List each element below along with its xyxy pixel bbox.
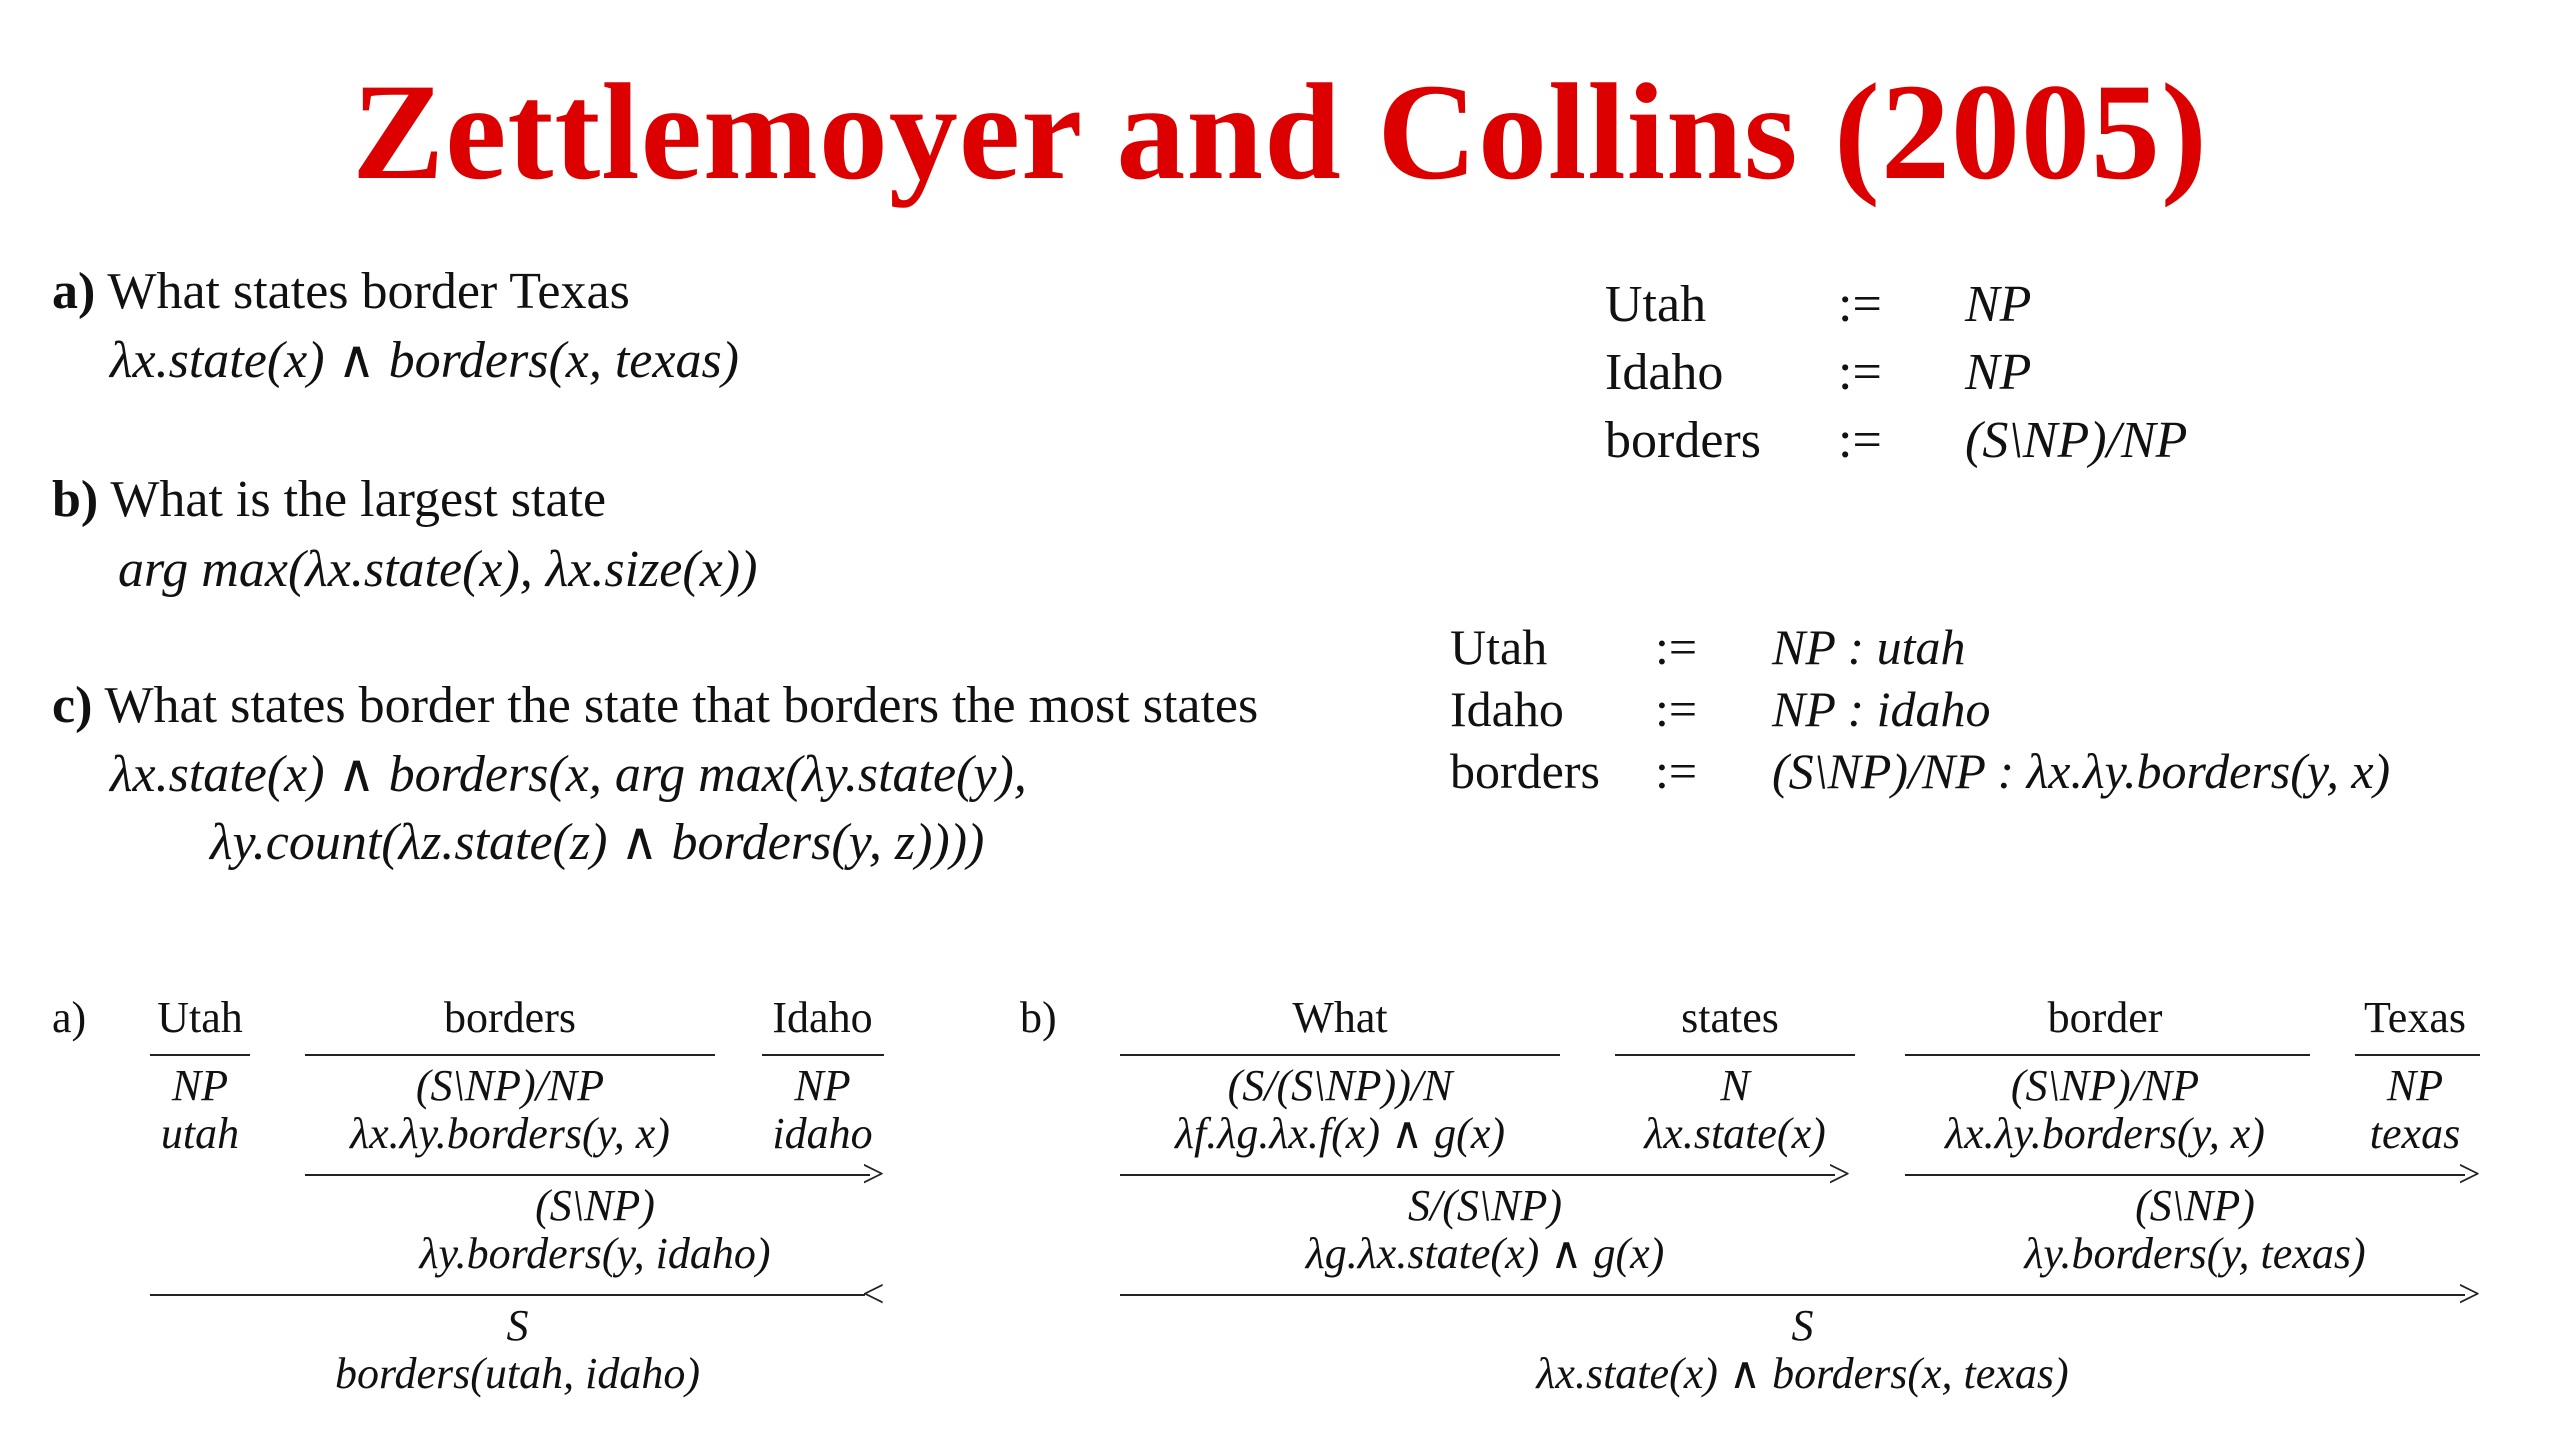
- lexicon-word: borders: [1450, 743, 1600, 799]
- forward-application-arrow: >: [1828, 1151, 1851, 1196]
- page-title: Zettlemoyer and Collins (2005): [352, 55, 2208, 208]
- category: S: [506, 1301, 529, 1350]
- word: border: [2047, 993, 2163, 1042]
- lexicon-category: NP : utah: [1772, 619, 1966, 675]
- lexicon-category: NP: [1965, 276, 2032, 333]
- semantics: λy.borders(y, texas): [2024, 1229, 2366, 1278]
- category: NP: [2386, 1061, 2444, 1110]
- category: S/(S\NP): [1408, 1181, 1562, 1230]
- lexicon-op: :=: [1838, 344, 1882, 401]
- lexicon-op: :=: [1838, 412, 1882, 469]
- lexical-rule: [762, 1054, 884, 1056]
- semantics: λx.λy.borders(y, x): [1945, 1109, 2265, 1158]
- lexicon-op: :=: [1655, 681, 1698, 737]
- lexical-rule: [2355, 1054, 2480, 1056]
- combination-rule: [1120, 1174, 1835, 1176]
- word: Idaho: [772, 993, 873, 1042]
- lexicon-word: Idaho: [1450, 681, 1564, 737]
- lexical-rule: [1905, 1054, 2310, 1056]
- category: (S/(S\NP))/N: [1227, 1061, 1453, 1110]
- semantics: λx.λy.borders(y, x): [350, 1109, 670, 1158]
- semantics: λg.λx.state(x) ∧ g(x): [1305, 1229, 1665, 1278]
- lexicon-word: Utah: [1450, 619, 1548, 675]
- category: NP: [171, 1061, 229, 1110]
- word: borders: [444, 993, 576, 1042]
- semantics: λf.λg.λx.f(x) ∧ g(x): [1174, 1109, 1506, 1158]
- example-c-question: c) What states border the state that borders the most states: [52, 677, 1259, 734]
- backward-application-arrow: <: [862, 1271, 885, 1316]
- category: (S\NP)/NP: [2010, 1061, 2200, 1110]
- lexicon-op: :=: [1655, 743, 1698, 799]
- lexicon-category: NP : idaho: [1772, 681, 1991, 737]
- semantics: borders(utah, idaho): [334, 1349, 701, 1398]
- lexicon-category: (S\NP)/NP : λx.λy.borders(y, x): [1772, 743, 2391, 799]
- category: S: [1791, 1301, 1814, 1350]
- lexicon-word: Idaho: [1605, 344, 1724, 401]
- example-c-logical-form-line1: λx.state(x) ∧ borders(x, arg max(λy.state(y),: [110, 746, 1027, 803]
- semantics: λy.borders(y, idaho): [419, 1229, 771, 1278]
- forward-application-arrow: >: [2458, 1271, 2481, 1316]
- semantics: λx.state(x) ∧ borders(x, texas): [1536, 1349, 2069, 1398]
- lexicon-word: Utah: [1605, 276, 1707, 333]
- lexical-rule: [1120, 1054, 1560, 1056]
- word: What: [1292, 993, 1388, 1042]
- category: (S\NP)/NP: [415, 1061, 605, 1110]
- example-a-question: a) What states border Texas: [52, 263, 630, 320]
- example-c-logical-form-line2: λy.count(λz.state(z) ∧ borders(y, z)))): [210, 814, 985, 871]
- forward-application-arrow: >: [862, 1151, 885, 1196]
- semantics: texas: [2369, 1109, 2461, 1158]
- example-b-question: b) What is the largest state: [52, 471, 607, 528]
- derivation-label: a): [52, 993, 87, 1042]
- semantics: idaho: [772, 1109, 873, 1158]
- example-a-logical-form: λx.state(x) ∧ borders(x, texas): [110, 332, 740, 389]
- example-b-logical-form: arg max(λx.state(x), λx.size(x)): [118, 541, 758, 598]
- lexical-rule: [1615, 1054, 1855, 1056]
- word: Utah: [157, 993, 243, 1042]
- category: (S\NP): [535, 1181, 655, 1230]
- lexicon-category: NP: [1965, 344, 2032, 401]
- word: states: [1681, 993, 1779, 1042]
- lexical-rule: [150, 1054, 250, 1056]
- lexicon-op: :=: [1655, 619, 1698, 675]
- semantics: λx.state(x): [1644, 1109, 1826, 1158]
- combination-rule: [1120, 1294, 2465, 1296]
- combination-rule: [1905, 1174, 2465, 1176]
- category: N: [1720, 1061, 1750, 1110]
- lexical-rule: [305, 1054, 715, 1056]
- lexicon-op: :=: [1838, 276, 1882, 333]
- derivation-label: b): [1020, 993, 1057, 1042]
- semantics: utah: [160, 1109, 240, 1158]
- lexicon-word: borders: [1605, 412, 1761, 469]
- forward-application-arrow: >: [2458, 1151, 2481, 1196]
- lexicon-category: (S\NP)/NP: [1965, 412, 2188, 469]
- combination-rule: [150, 1294, 865, 1296]
- category: (S\NP): [2135, 1181, 2255, 1230]
- combination-rule: [305, 1174, 870, 1176]
- word: Texas: [2364, 993, 2466, 1042]
- category: NP: [794, 1061, 851, 1110]
